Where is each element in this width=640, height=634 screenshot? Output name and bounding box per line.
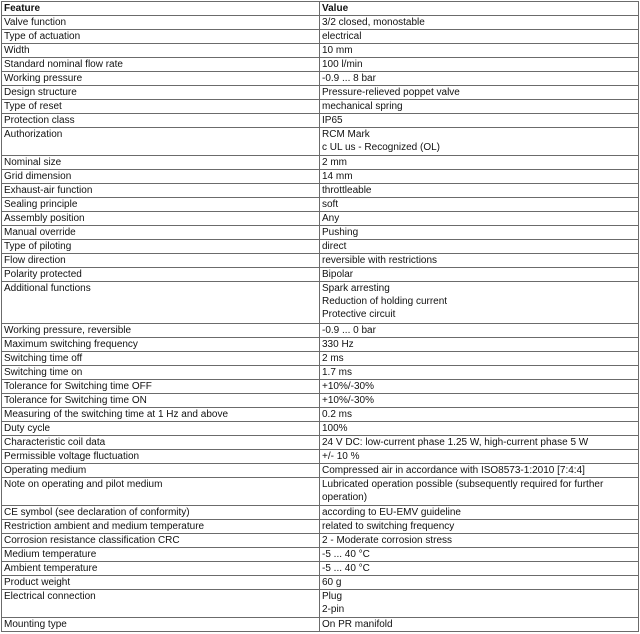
table-row — [2, 268, 639, 282]
value-line: according to EU-EMV guideline — [322, 507, 461, 518]
value-cell — [320, 44, 639, 58]
feature-cell: Grid dimension — [2, 170, 320, 184]
value-cell — [320, 436, 639, 450]
value-cell — [320, 170, 639, 184]
value-cell — [320, 30, 639, 44]
value-line: 3/2 closed, monostable — [322, 17, 425, 28]
feature-cell: Tolerance for Switching time ON — [2, 394, 320, 408]
table-row — [2, 128, 639, 156]
feature-cell: Tolerance for Switching time OFF — [2, 380, 320, 394]
value-cell — [320, 268, 639, 282]
value-line: 60 g — [322, 577, 342, 588]
value-line: related to switching frequency — [322, 521, 455, 532]
value-cell — [320, 618, 639, 632]
value-line: RCM Mark — [322, 129, 370, 140]
table-row — [2, 464, 639, 478]
table-row — [2, 240, 639, 254]
value-line: 2-pin — [322, 604, 345, 615]
value-cell — [320, 506, 639, 520]
feature-cell: Medium temperature — [2, 548, 320, 562]
value-line: IP65 — [322, 115, 343, 126]
value-line: 10 mm — [322, 45, 353, 56]
value-line: -0.9 ... 0 bar — [322, 325, 376, 336]
table-row — [2, 436, 639, 450]
feature-cell: Design structure — [2, 86, 320, 100]
feature-cell: Sealing principle — [2, 198, 320, 212]
value-cell — [320, 366, 639, 380]
value-cell — [320, 58, 639, 72]
value-cell — [320, 534, 639, 548]
value-line: Pushing — [322, 227, 359, 238]
feature-cell: Corrosion resistance classification CRC — [2, 534, 320, 548]
value-cell — [320, 184, 639, 198]
table-row — [2, 576, 639, 590]
feature-cell: Working pressure — [2, 72, 320, 86]
table-row — [2, 380, 639, 394]
feature-cell: Permissible voltage fluctuation — [2, 450, 320, 464]
value-cell — [320, 352, 639, 366]
table-row — [2, 422, 639, 436]
value-cell — [320, 212, 639, 226]
table-row — [2, 156, 639, 170]
value-line: Protective circuit — [322, 309, 396, 320]
value-line: Spark arresting — [322, 283, 390, 294]
table-row — [2, 394, 639, 408]
table-row — [2, 100, 639, 114]
value-line: On PR manifold — [322, 619, 393, 630]
value-line: 330 Hz — [322, 339, 354, 350]
value-line: 2 - Moderate corrosion stress — [322, 535, 453, 546]
value-line: -5 ... 40 °C — [322, 563, 370, 574]
feature-cell: Flow direction — [2, 254, 320, 268]
value-line: Compressed air in accordance with ISO8573-1:2010 [7:4:4] — [322, 465, 585, 476]
value-line: 1.7 ms — [322, 367, 353, 378]
feature-cell: Product weight — [2, 576, 320, 590]
value-line: direct — [322, 241, 347, 252]
value-line: soft — [322, 199, 339, 210]
table-row — [2, 352, 639, 366]
table-row — [2, 254, 639, 268]
value-cell — [320, 478, 639, 506]
table-row — [2, 170, 639, 184]
value-line: Reduction of holding current — [322, 296, 448, 307]
value-cell — [320, 198, 639, 212]
feature-cell: Valve function — [2, 16, 320, 30]
value-cell — [320, 520, 639, 534]
value-cell — [320, 338, 639, 352]
table-row — [2, 212, 639, 226]
value-cell — [320, 576, 639, 590]
feature-cell: Width — [2, 44, 320, 58]
feature-cell: Standard nominal flow rate — [2, 58, 320, 72]
table-row — [2, 506, 639, 520]
feature-cell: Measuring of the switching time at 1 Hz and above — [2, 408, 320, 422]
table-row — [2, 324, 639, 338]
value-cell — [320, 394, 639, 408]
value-line: mechanical spring — [322, 101, 403, 112]
feature-cell: Manual override — [2, 226, 320, 240]
value-cell — [320, 128, 639, 156]
value-line: 2 mm — [322, 157, 347, 168]
feature-cell: Exhaust-air function — [2, 184, 320, 198]
specifications-table — [1, 1, 639, 632]
value-cell — [320, 156, 639, 170]
table-row — [2, 282, 639, 324]
feature-cell: Protection class — [2, 114, 320, 128]
table-row — [2, 184, 639, 198]
value-cell — [320, 548, 639, 562]
feature-cell: Electrical connection — [2, 590, 320, 618]
value-line: electrical — [322, 31, 362, 42]
feature-cell: Switching time on — [2, 366, 320, 380]
feature-cell: Note on operating and pilot medium — [2, 478, 320, 506]
table-row — [2, 618, 639, 632]
feature-cell: Polarity protected — [2, 268, 320, 282]
header-row — [2, 2, 639, 16]
value-cell — [320, 114, 639, 128]
column-header-value: Value — [320, 2, 639, 16]
value-cell — [320, 380, 639, 394]
table-row — [2, 478, 639, 506]
feature-cell: CE symbol (see declaration of conformity) — [2, 506, 320, 520]
table-row — [2, 30, 639, 44]
value-cell — [320, 16, 639, 30]
feature-cell: Ambient temperature — [2, 562, 320, 576]
value-cell — [320, 240, 639, 254]
feature-cell: Operating medium — [2, 464, 320, 478]
table-row — [2, 198, 639, 212]
feature-cell: Assembly position — [2, 212, 320, 226]
value-cell — [320, 590, 639, 618]
value-cell — [320, 282, 639, 324]
table-row — [2, 16, 639, 30]
feature-cell: Nominal size — [2, 156, 320, 170]
value-cell — [320, 422, 639, 436]
value-cell — [320, 324, 639, 338]
feature-cell: Type of piloting — [2, 240, 320, 254]
feature-cell: Maximum switching frequency — [2, 338, 320, 352]
table-row — [2, 534, 639, 548]
feature-cell: Switching time off — [2, 352, 320, 366]
feature-cell: Authorization — [2, 128, 320, 156]
value-line: -5 ... 40 °C — [322, 549, 370, 560]
table-row — [2, 366, 639, 380]
feature-cell: Duty cycle — [2, 422, 320, 436]
value-line: 14 mm — [322, 171, 353, 182]
value-cell — [320, 254, 639, 268]
value-line: 0.2 ms — [322, 409, 353, 420]
feature-cell: Type of reset — [2, 100, 320, 114]
value-line: throttleable — [322, 185, 372, 196]
value-cell — [320, 226, 639, 240]
value-line: Pressure-relieved poppet valve — [322, 87, 460, 98]
table-row — [2, 44, 639, 58]
value-line: -0.9 ... 8 bar — [322, 73, 376, 84]
table-row — [2, 450, 639, 464]
feature-cell: Type of actuation — [2, 30, 320, 44]
value-cell — [320, 464, 639, 478]
table-row — [2, 562, 639, 576]
value-line: 2 ms — [322, 353, 344, 364]
value-line: +10%/-30% — [322, 381, 374, 392]
table-row — [2, 86, 639, 100]
feature-cell: Working pressure, reversible — [2, 324, 320, 338]
table-row — [2, 72, 639, 86]
table-row — [2, 548, 639, 562]
table-row — [2, 338, 639, 352]
value-line: c UL us - Recognized (OL) — [322, 142, 441, 153]
value-cell — [320, 100, 639, 114]
table-row — [2, 114, 639, 128]
value-line: Plug — [322, 591, 343, 602]
table-row — [2, 520, 639, 534]
table-row — [2, 408, 639, 422]
feature-cell: Mounting type — [2, 618, 320, 632]
value-line: +10%/-30% — [322, 395, 374, 406]
value-cell — [320, 72, 639, 86]
table-row — [2, 590, 639, 618]
table-body — [2, 16, 639, 632]
value-cell — [320, 408, 639, 422]
feature-cell: Restriction ambient and medium temperature — [2, 520, 320, 534]
feature-cell: Characteristic coil data — [2, 436, 320, 450]
value-line: reversible with restrictions — [322, 255, 438, 266]
column-header-feature: Feature — [2, 2, 320, 16]
value-line: Bipolar — [322, 269, 354, 280]
feature-cell: Additional functions — [2, 282, 320, 324]
table-row — [2, 58, 639, 72]
value-cell — [320, 450, 639, 464]
value-line: 100 l/min — [322, 59, 363, 70]
value-cell — [320, 562, 639, 576]
value-line: 100% — [322, 423, 348, 434]
table-row — [2, 226, 639, 240]
value-cell — [320, 86, 639, 100]
value-line: +/- 10 % — [322, 451, 360, 462]
value-line: Lubricated operation possible (subsequently required for further operation) — [322, 479, 604, 503]
value-line: Any — [322, 213, 340, 224]
value-line: 24 V DC: low-current phase 1.25 W, high-current phase 5 W — [322, 437, 589, 448]
